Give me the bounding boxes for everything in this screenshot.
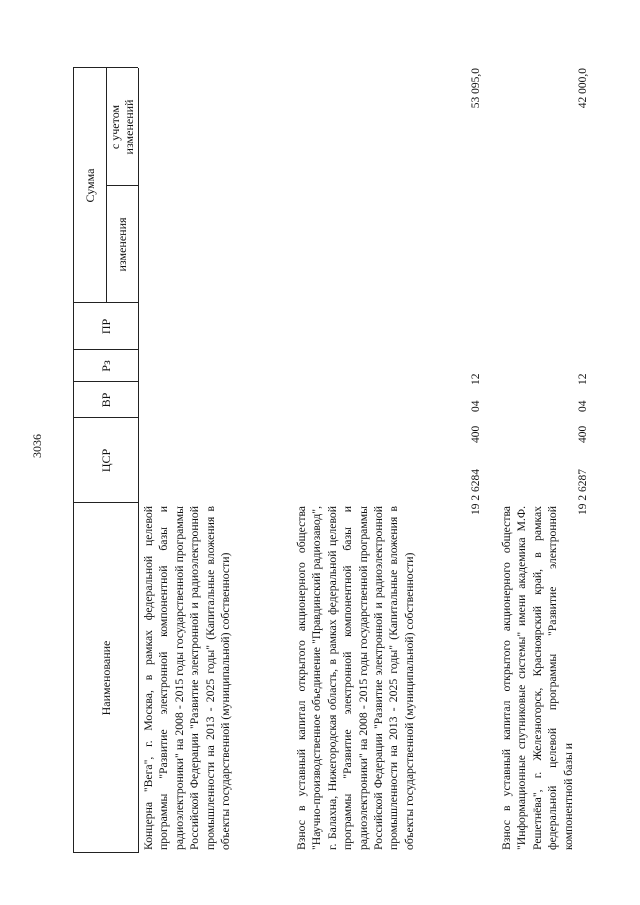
- row-2-pr: 12: [577, 373, 589, 385]
- page-number: 3036: [30, 434, 44, 458]
- header-with-changes: с учетом изменений: [108, 99, 136, 155]
- row-1-with-changes: 53 095,0: [470, 68, 482, 109]
- row-2-vr: 400: [577, 425, 589, 443]
- row-3-name: Взнос в уставный капитал открытого акционерного общества "Информационные спутниковые системы" имени академика М.Ф. Решетнёва", г. Железногорск, Красноярский край, в рамках федеральной целевой программы "Развитие электронной компонентной базы и: [500, 506, 575, 850]
- header-sum-group: Сумма: [82, 168, 97, 203]
- row-1-vr: 400: [470, 425, 482, 443]
- row-2-with-changes: 42 000,0: [577, 68, 589, 109]
- header-rz: Рз: [98, 360, 113, 372]
- row-2-csr: 19 2 6287: [577, 469, 589, 515]
- header-vr: ВР: [98, 392, 113, 408]
- header-csr: ЦСР: [98, 448, 113, 473]
- row-1-rz: 04: [470, 400, 482, 412]
- row-2-rz: 04: [577, 400, 589, 412]
- header-bottom-border: [138, 68, 139, 853]
- header-name: Наименование: [98, 640, 113, 716]
- header-changes: изменения: [115, 217, 129, 272]
- row-1-name: Концерна "Вега", г. Москва, в рамках федеральной целевой программы "Развитие электронной компонентной базы и радиоэлектроники" на 2008 - 2015 годы государственной программы Российской Федерации "Развитие электронной и радиоэлектронной промышленности на 2013 - 2025 годы" (Капитальные вложения в объекты государственной (муниципальной) собственности): [142, 506, 233, 850]
- row-1-pr: 12: [470, 373, 482, 385]
- header-pr: ПР: [98, 318, 113, 335]
- budget-table: [73, 68, 621, 853]
- row-1-csr: 19 2 6284: [470, 469, 482, 515]
- row-2-name: Взнос в уставный капитал открытого акционерного общества "Научно-производственное объединение "Правдинский радиозавод", г. Балахна, Нижегородская область, в рамках федеральной целевой программы "Развитие электронной компонентной базы и радиоэлектроники" на 2008 - 2015 годы государственной программы Российской Федерации "Развитие электронной и радиоэлектронной промышленности на 2013 - 2025 годы" (Капитальные вложения в объекты государственной (муниципальной) собственности): [295, 506, 416, 850]
